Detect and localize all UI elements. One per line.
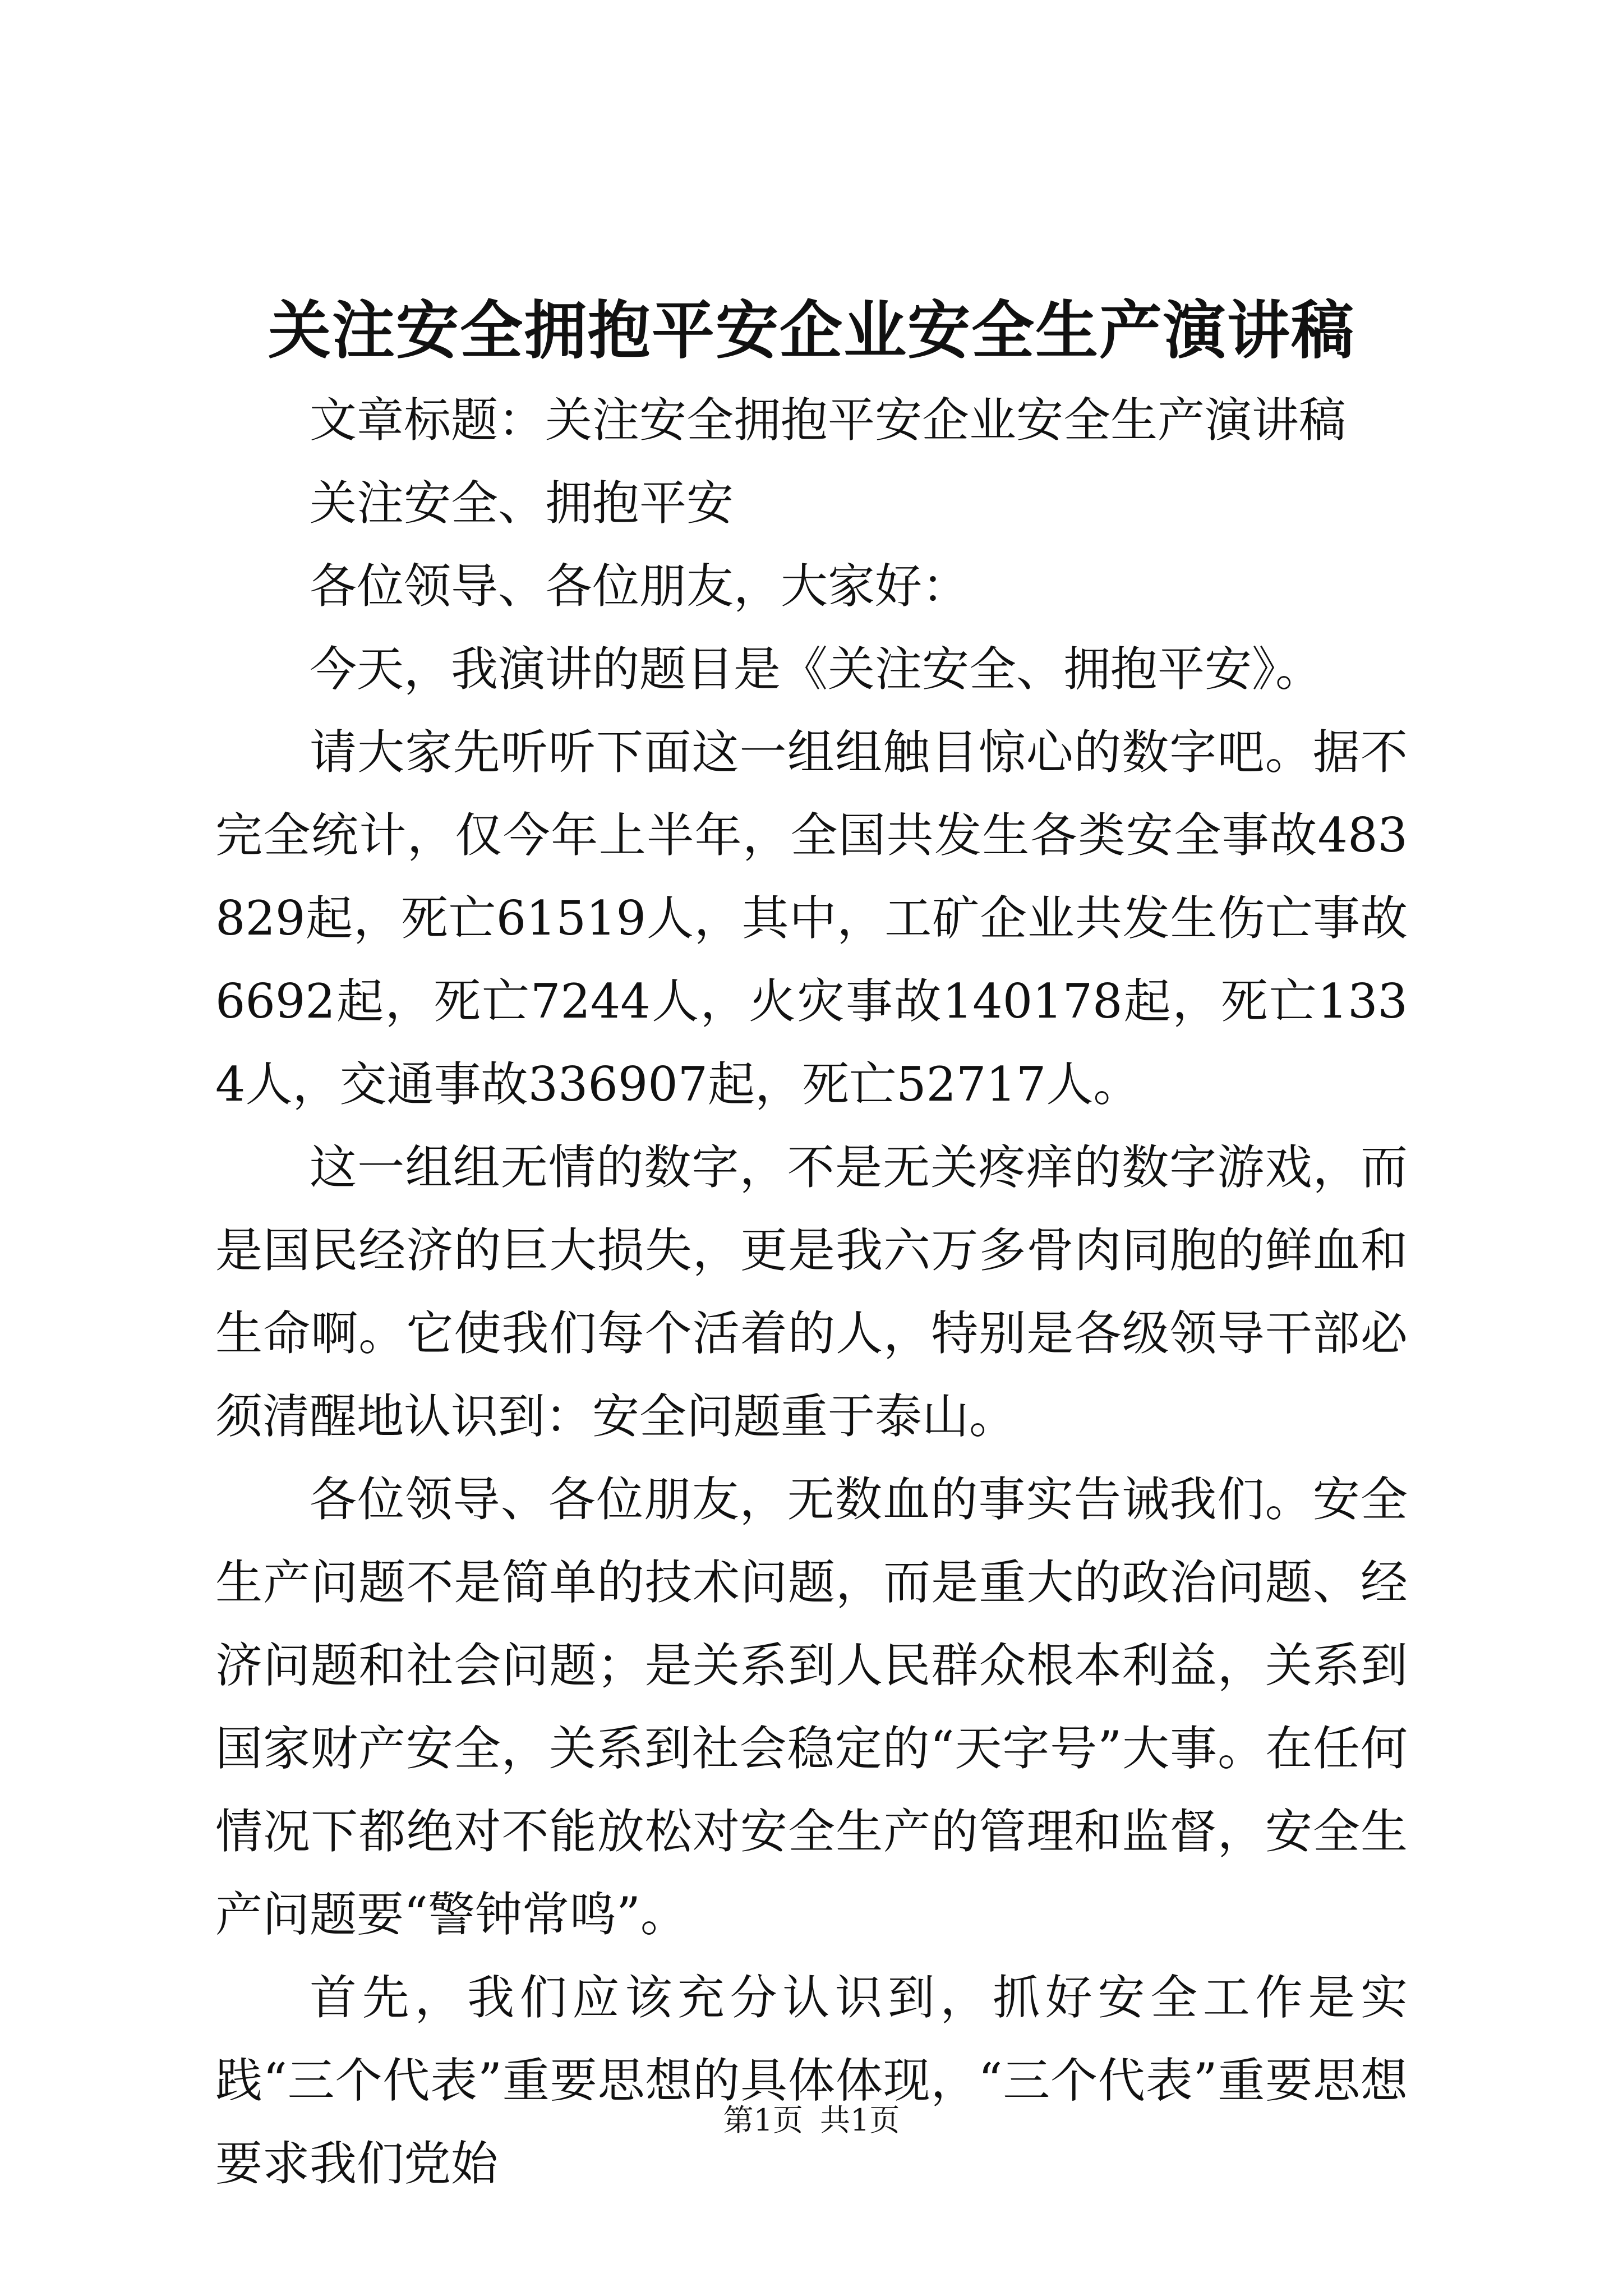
paragraph-first-point: 首先，我们应该充分认识到，抓好安全工作是实践“三个代表”重要思想的具体体现，“三个代表”重要思想要求我们党始 bbox=[215, 1970, 1408, 2191]
paragraph-greeting: 各位领导、各位朋友，大家好： bbox=[310, 559, 970, 614]
paragraph-statistics: 请大家先听听下面这一组组触目惊心的数字吧。据不完全统计，仅今年上半年，全国共发生各类安全事故483829起，死亡61519人，其中，工矿企业共发生伤亡事故6692起，死亡7244人，火灾事故140178起，死亡1334人，交通事故336907起，死亡52717人。 bbox=[215, 725, 1408, 1112]
paragraph-topic: 今天，我演讲的题目是《关注安全、拥抱平安》。 bbox=[310, 642, 1323, 697]
paragraph-reflection: 这一组组无情的数字，不是无关疼痒的数字游戏，而是国民经济的巨大损失，更是我六万多骨肉同胞的鲜血和生命啊。它使我们每个活着的人，特别是各级领导干部必须清醒地认识到：安全问题重于泰山。 bbox=[215, 1140, 1408, 1444]
paragraph-article-title: 文章标题：关注安全拥抱平安企业安全生产演讲稿 bbox=[310, 393, 1347, 448]
document-body bbox=[215, 379, 1408, 2205]
paragraph-warning: 各位领导、各位朋友，无数血的事实告诫我们。安全生产问题不是简单的技术问题，而是重大的政治问题、经济问题和社会问题；是关系到人民群众根本利益，关系到国家财产安全，关系到社会稳定的“天字号”大事。在任何情况下都绝对不能放松对安全生产的管理和监督，安全生产问题要“警钟常鸣”。 bbox=[215, 1472, 1408, 1942]
page-total: 共1页 bbox=[820, 2102, 900, 2138]
page-footer bbox=[0, 2101, 1623, 2140]
paragraph-speech-heading: 关注安全、拥抱平安 bbox=[310, 476, 734, 531]
document-title: 关注安全拥抱平安企业安全生产演讲稿 bbox=[268, 294, 1355, 367]
page-number: 第1页 bbox=[723, 2102, 803, 2138]
